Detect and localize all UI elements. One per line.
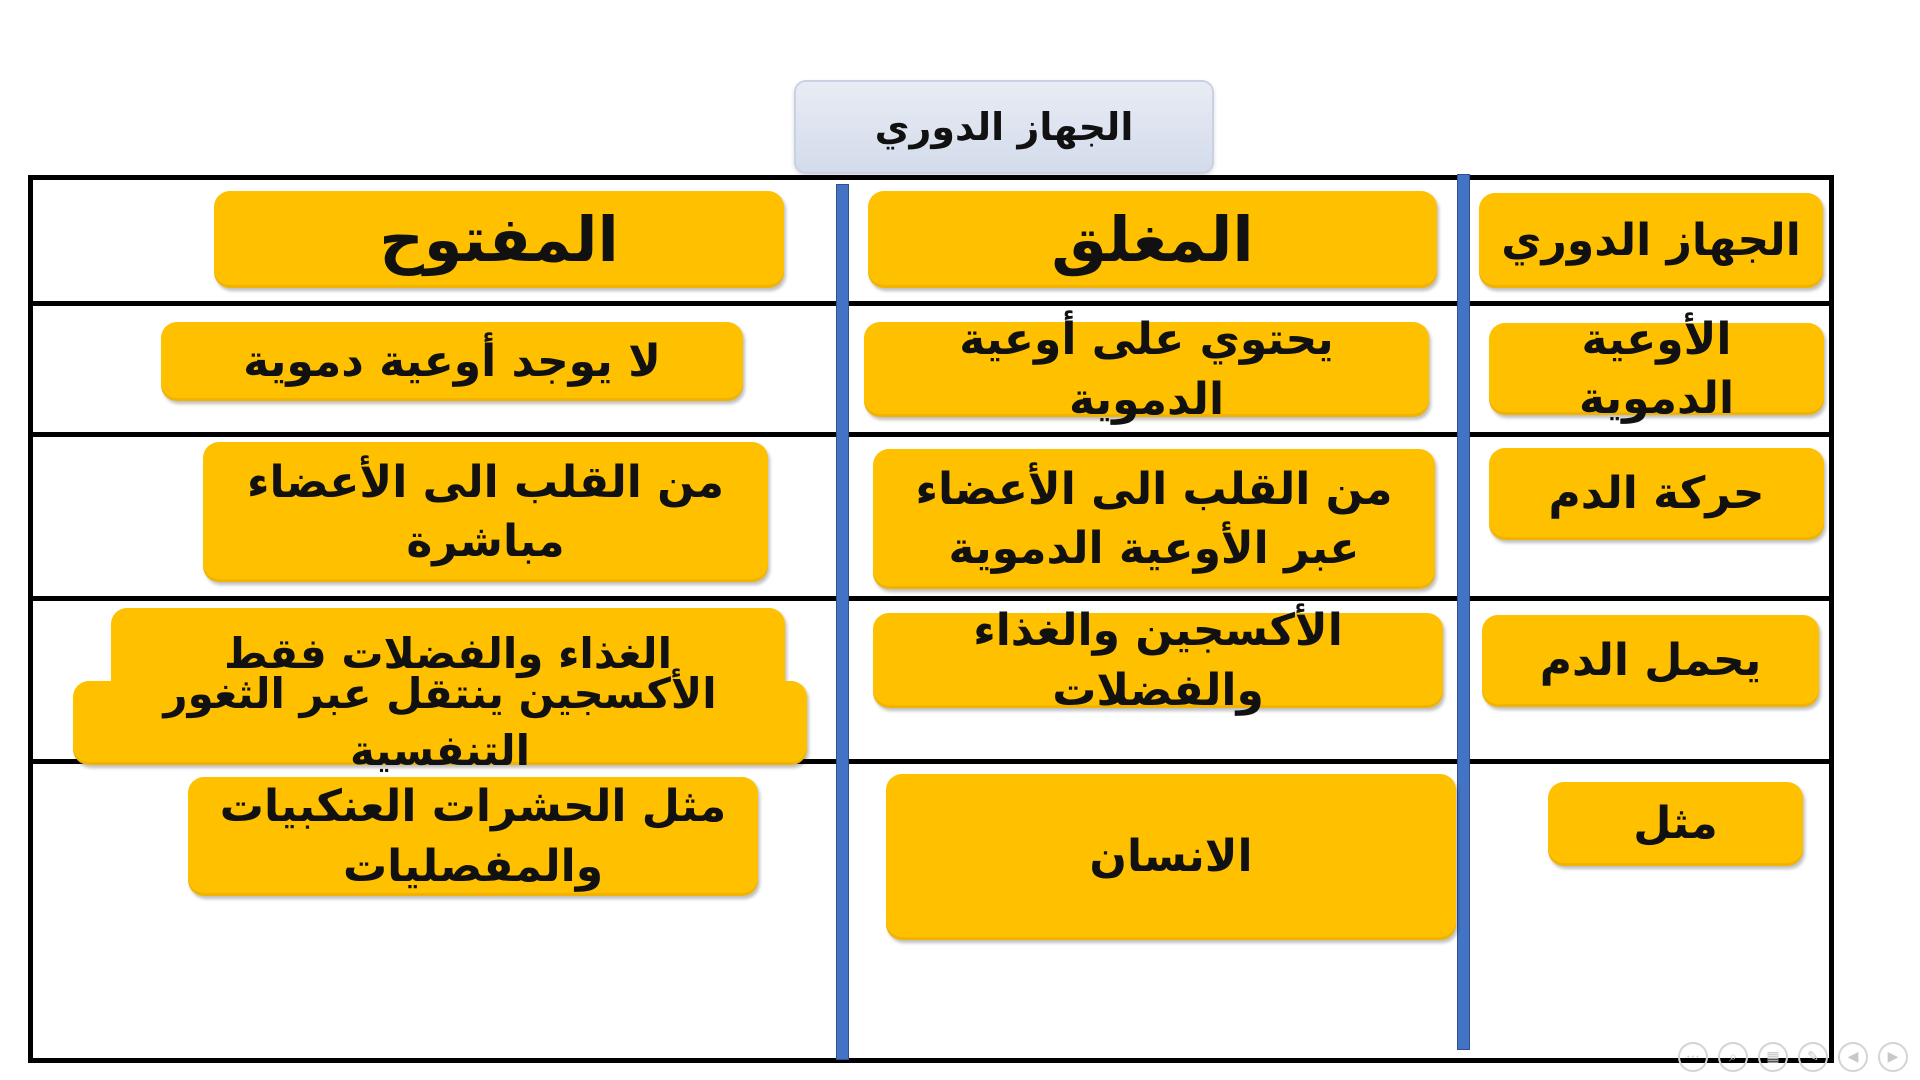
slides-grid-icon[interactable]: ▦ (1758, 1042, 1788, 1072)
open-blood-movement-line1: من القلب الى الأعضاء (247, 456, 724, 508)
row-label-example: مثل (1548, 782, 1803, 866)
pen-icon[interactable]: ✎ (1798, 1042, 1828, 1072)
open-blood-vessels-cell: لا يوجد أوعية دموية (161, 322, 743, 401)
slide-title: الجهاز الدوري (794, 80, 1214, 174)
open-blood-movement-cell (203, 442, 768, 582)
column-divider (1457, 174, 1470, 1050)
row-label-blood-movement-text: حركة الدم (1548, 468, 1765, 520)
row-label-blood-carries: يحمل الدم (1482, 615, 1819, 707)
closed-blood-movement-line2: عبر الأوعية الدموية (948, 523, 1360, 574)
next-slide-icon[interactable]: ▶ (1878, 1042, 1908, 1072)
closed-blood-carries-cell: الأكسجين والغذاء والفضلات (873, 613, 1443, 708)
row-label-blood-vessels: الأوعية الدموية (1489, 323, 1824, 415)
closed-blood-movement-line1: من القلب الى الأعضاء (915, 463, 1393, 515)
closed-blood-vessels-cell: يحتوي على أوعية الدموية (864, 322, 1429, 417)
header-circulatory-system: الجهاز الدوري (1479, 193, 1823, 288)
row-divider (28, 301, 1834, 306)
open-example-line2: والمفصليات (342, 840, 604, 892)
zoom-icon[interactable]: ⌕ (1718, 1042, 1748, 1072)
previous-slide-icon[interactable]: ◀ (1838, 1042, 1868, 1072)
open-blood-carries-line1-cell: الغذاء والفضلات فقط (111, 608, 785, 700)
slideshow-controls (1678, 1042, 1908, 1072)
more-icon[interactable]: ⋯ (1678, 1042, 1708, 1072)
column-divider (836, 184, 849, 1060)
open-example-cell (188, 777, 758, 896)
open-blood-carries-line2-cell: الأكسجين ينتقل عبر الثغور التنفسية (73, 681, 807, 765)
closed-blood-movement-cell (873, 449, 1435, 589)
open-example-line1: مثل الحشرات العنكبيات (219, 781, 727, 833)
header-closed-system: المغلق (868, 191, 1437, 288)
closed-example-cell: الانسان (886, 774, 1456, 940)
row-divider (28, 432, 1834, 437)
header-open-system: المفتوح (214, 191, 784, 288)
row-label-blood-movement (1489, 448, 1824, 540)
open-blood-movement-line2: مباشرة (406, 516, 565, 567)
